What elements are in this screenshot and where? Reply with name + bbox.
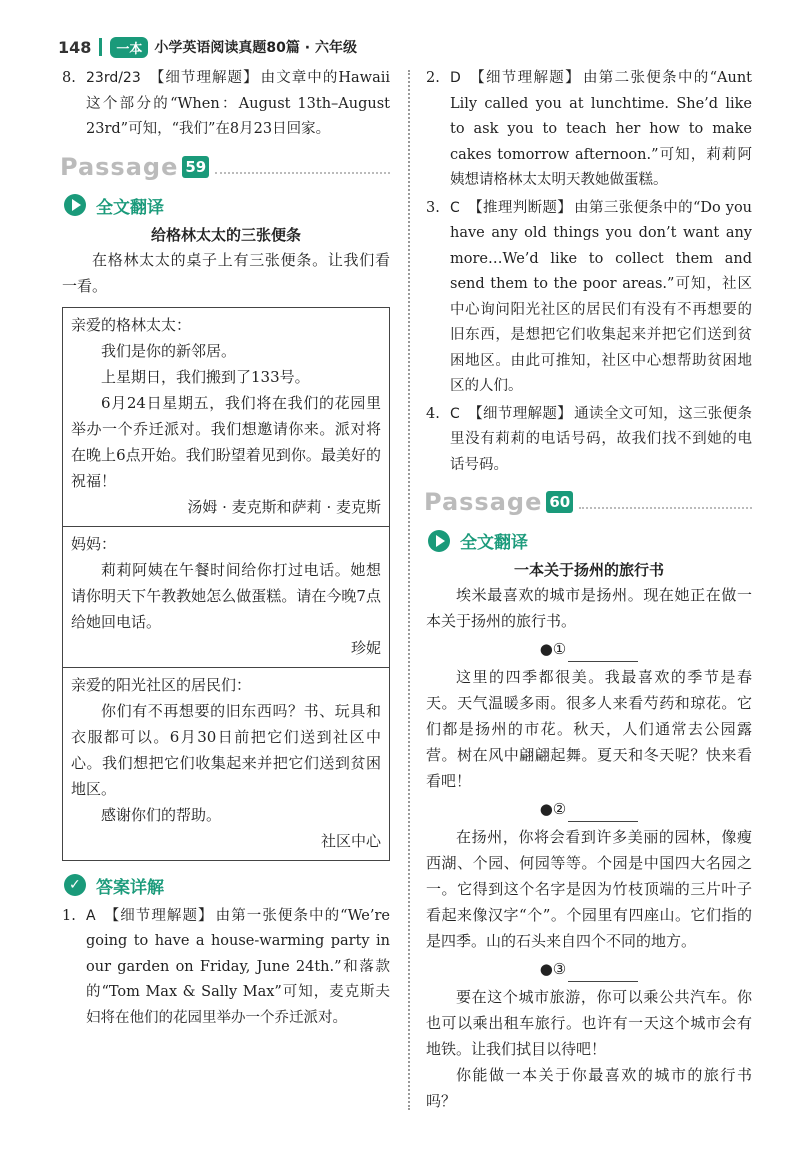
blank-number: ●③ — [539, 960, 567, 978]
column-divider — [408, 70, 410, 1110]
answer-explanation: 由第一张便条中的“We’re going to have a house-warming party in our garden on Friday, June 24th.”和落款的“Tom Max & Sally Max”可知，麦克斯夫妇将在他们的花园里举办一个乔迁派对。 — [86, 907, 390, 1026]
section-title: 全文翻译 — [460, 533, 528, 553]
answer-explanation: 由第三张便条中的“Do you have any old things you don’t want any more…We’d like to collect them and send them to the poor areas.”可知，社区中心询问阳光社区的居民们有没有不再想要的旧东西，是想把它们收集起来并把它们送到贫困地区。由此可推知，社区中心想帮助贫困地区的人们。 — [450, 199, 753, 394]
blank-marker-2 — [426, 796, 752, 822]
play-icon — [428, 530, 450, 552]
answer-number: 2. — [426, 70, 440, 86]
translation-title: 给格林太太的三张便条 — [150, 225, 301, 244]
question-type-tag: 【细节理解题】 — [468, 70, 581, 86]
left-column — [62, 66, 390, 1033]
note-3 — [63, 668, 389, 860]
passage-number-badge: 59 — [182, 156, 209, 178]
play-icon — [64, 194, 86, 216]
question-type-tag: 【细节理解题】 — [467, 405, 573, 422]
note-paragraph: 感谢你们的帮助。 — [101, 805, 222, 824]
answer-item-1 — [62, 904, 390, 1032]
note-paragraph: 上星期日，我们搬到了133号。 — [101, 367, 310, 386]
answer-explanation: 通读全文可知，这三张便条里没有莉莉的电话号码，故我们找不到她的电话号码。 — [450, 405, 753, 473]
note-signature: 汤姆 · 麦克斯和萨莉 · 麦克斯 — [187, 497, 381, 516]
answer-item-4 — [426, 402, 752, 479]
answer-explanation: 由文章中的Hawaii这个部分的“When：August 13th–August 23rd”可知，“我们”在8月23日回家。 — [86, 70, 391, 137]
note-2 — [63, 527, 389, 668]
question-type-tag: 【推理判断题】 — [467, 199, 573, 216]
translation-section-heading — [64, 193, 390, 218]
blank-number: ●① — [539, 640, 567, 658]
note-paragraph: 你们有不再想要的旧东西吗？书、玩具和衣服都可以。6月30日前把它们送到社区中心。我们想把它们收集起来并把它们送到贫困地区。 — [71, 701, 381, 798]
checkmark-icon: ✓ — [64, 874, 86, 896]
answer-number: 4. — [426, 405, 440, 422]
note-paragraph: 莉莉阿姨在午餐时间给你打过电话。她想请你明天下午教教她怎么做蛋糕。请在今晚7点给她回电话。 — [71, 560, 381, 631]
header-divider — [99, 38, 102, 56]
answer-letter: A — [86, 907, 96, 924]
translation-title: 一本关于扬州的旅行书 — [513, 561, 664, 579]
answer-number: 3. — [426, 199, 440, 216]
note-salutation: 亲爱的格林太太： — [71, 315, 192, 334]
note-paragraph: 我们是你的新邻居。 — [101, 341, 237, 360]
answer-item-3 — [426, 196, 752, 400]
page-header — [58, 32, 357, 62]
answer-letter: C — [450, 199, 460, 216]
right-column — [426, 66, 752, 1114]
answer-letter: D — [450, 70, 461, 86]
blank-marker-1 — [426, 636, 752, 662]
blank-marker-3 — [426, 956, 752, 982]
note-salutation: 妈妈： — [71, 534, 117, 553]
answer-item-2 — [426, 66, 752, 194]
passage-59-heading — [60, 153, 390, 181]
page-number: 148 — [58, 37, 92, 57]
blank-line — [568, 645, 638, 662]
blank-line — [568, 965, 638, 982]
question-type-tag: 【细节理解题】 — [103, 907, 214, 924]
note-paragraph: 6月24日星期五，我们将在我们的花园里举办一个乔迁派对。我们想邀请你来。派对将在晚上6点开始。我们盼望着见到你。最美好的祝福！ — [71, 393, 381, 490]
answer-letter: C — [450, 405, 460, 422]
passage-number-badge: 60 — [546, 491, 573, 513]
book-title: 小学英语阅读真题80篇 · 六年级 — [154, 40, 357, 56]
note-signature: 社区中心 — [320, 831, 381, 850]
blank-line — [568, 805, 638, 822]
translation-paragraph: 要在这个城市旅游，你可以乘公共汽车。你也可以乘出租车旅行。也许有一天这个城市会有地铁。让我们拭目以待吧！ — [426, 988, 752, 1058]
answer-letter: 23rd/23 — [86, 70, 141, 86]
note-1 — [63, 308, 389, 527]
answer-explanation: 由第二张便条中的“Aunt Lily called you at lunchtime. She’d like to ask you to teach her how to make cakes tomorrow afternoon.”可知，莉莉阿姨想请格林太太明天教她做蛋糕。 — [450, 70, 753, 188]
translation-intro: 埃米最喜欢的城市是扬州。现在她正在做一本关于扬州的旅行书。 — [426, 586, 752, 630]
question-type-tag: 【细节理解题】 — [148, 70, 259, 86]
translation-paragraph: 这里的四季都很美。我最喜欢的季节是春天。天气温暖多雨。很多人来看芍药和琼花。它们都是扬州的市花。秋天，人们通常去公园露营。树在风中翩翩起舞。夏天和冬天呢？快来看看吧！ — [426, 668, 752, 790]
note-salutation: 亲爱的阳光社区的居民们： — [71, 675, 252, 694]
heading-dotted-line — [215, 160, 390, 174]
passage-word: Passage — [424, 488, 543, 516]
translation-section-heading — [428, 528, 752, 553]
note-signature: 珍妮 — [350, 638, 381, 657]
notes-box — [62, 307, 390, 861]
answer-number: 8. — [62, 70, 76, 86]
section-title: 答案详解 — [96, 877, 164, 898]
answers-section-heading — [64, 873, 390, 898]
passage-60-heading — [424, 488, 752, 516]
section-title: 全文翻译 — [96, 197, 164, 218]
translation-paragraph: 在扬州，你将会看到许多美丽的园林，像瘦西湖、个园、何园等等。个园是中国四大名园之一。它得到这个名字是因为竹枝顶端的三片叶子看起来像汉字“个”。个园里有四座山。它们指的是四季。山的石头来自四个不同的地方。 — [426, 828, 752, 950]
passage-word: Passage — [60, 152, 179, 181]
translation-intro: 在格林太太的桌子上有三张便条。让我们看一看。 — [62, 250, 390, 295]
translation-paragraph: 你能做一本关于你最喜欢的城市的旅行书吗？ — [426, 1066, 752, 1110]
answer-number: 1. — [62, 907, 76, 924]
publisher-logo: 一本 — [110, 37, 148, 58]
heading-dotted-line — [579, 495, 752, 509]
answer-item-8 — [62, 66, 390, 143]
blank-number: ●② — [539, 800, 567, 818]
